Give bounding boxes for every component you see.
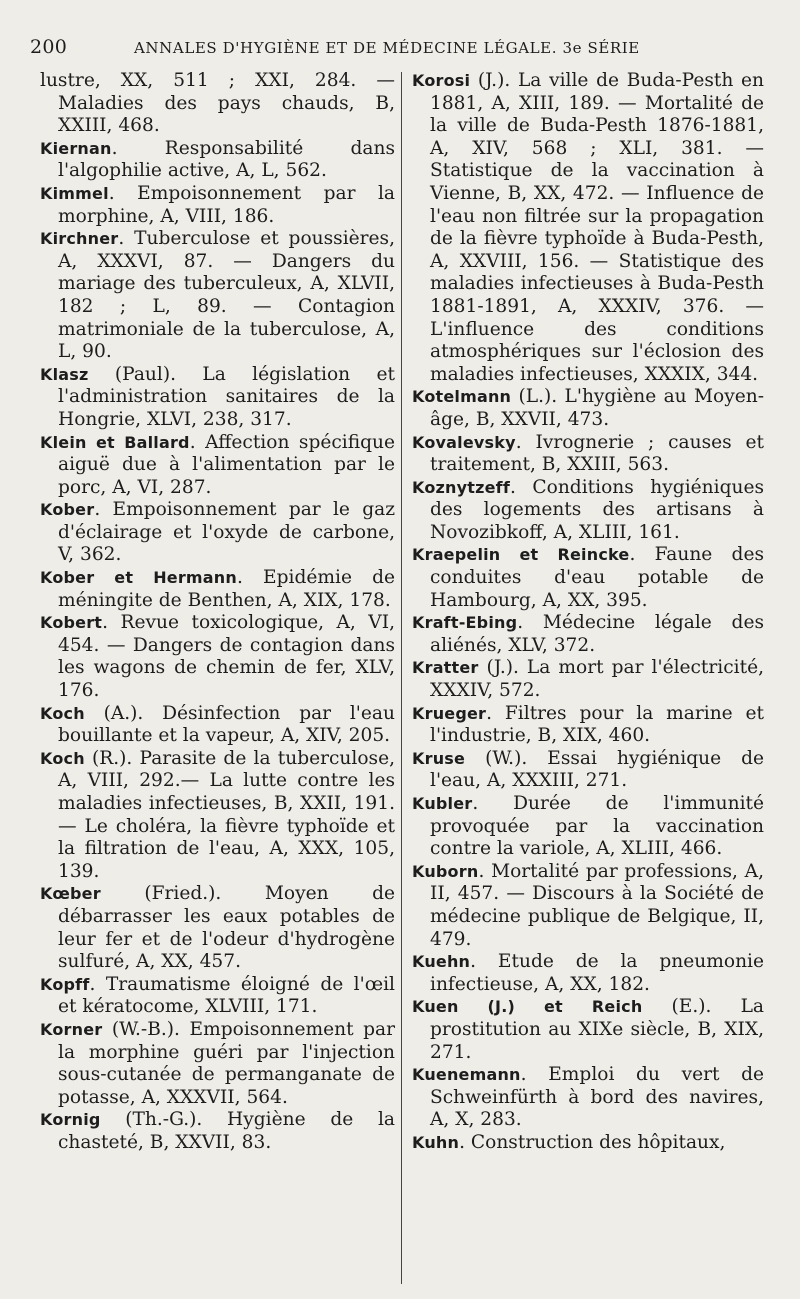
index-entry — [412, 657, 764, 702]
entry-text: (L.). L'hygiène au Moyen-âge, B, XXVII, 473. — [430, 386, 764, 430]
author-name: Kobert — [40, 613, 103, 633]
author-name: Kotelmann — [412, 387, 512, 407]
index-entry — [40, 138, 395, 183]
entry-text: . Durée de l'immunité provoquée par la vaccination contre la variole, A, XLIII, 466. — [430, 793, 764, 860]
entry-text: . Etude de la pneumonie infectieuse, A, XX, 182. — [430, 951, 764, 995]
entry-text: . Médecine légale des aliénés, XLV, 372. — [430, 612, 764, 656]
author-name: Kraepelin et Reincke — [412, 545, 630, 565]
author-name: Kovalevsky — [412, 432, 516, 452]
entry-text: . Epidémie de méningite de Benthen, A, XIX, 178. — [58, 567, 395, 611]
author-name: Kirchner — [40, 229, 119, 249]
entry-text: (J.). La mort par l'électricité, XXXIV, 572. — [430, 657, 764, 702]
author-name: Kuborn — [412, 861, 479, 881]
author-name: Klein et Ballard — [40, 432, 190, 452]
entry-text: (R.). Parasite de la tuberculose, A, VIII, 292.— La lutte contre les maladies infectieuses, B, XXII, 191. — Le choléra, la fièvre typhoïde et la filtration de l'eau, A, XXX, 105, 139. — [58, 747, 395, 882]
author-name: Klasz — [40, 364, 89, 384]
index-entry — [40, 183, 395, 228]
author-name: Kiernan — [40, 138, 112, 158]
running-header — [30, 36, 770, 62]
entry-text: (A.). Désinfection par l'eau bouillante et la vapeur, A, XIV, 205. — [58, 702, 395, 747]
author-name: Krueger — [412, 703, 487, 723]
right-column — [412, 70, 764, 1155]
index-entry — [412, 861, 764, 951]
entry-text: (J.). La ville de Buda-Pesth en 1881, A, XIII, 189. — Mortalité de la ville de Buda-Pesth 1876-1881, A, XIV, 568 ; XLI, 381. — Statistique de la vaccination à Vienne, B, XX, 472. — Influence de l'eau non filtrée sur la propagation de la fièvre typhoïde à Buda-Pesth, A, XXVIII, 156. — Statistique des maladies infectieuses à Buda-Pesth 1881-1891, A, XXXIV, 376. — L'influence des conditions atmosphériques sur l'éclosion des maladies infectieuses, XXXIX, 344. — [430, 70, 764, 385]
index-entry — [40, 499, 395, 567]
index-entry — [412, 70, 764, 386]
index-entry — [412, 793, 764, 861]
author-name: Korosi — [412, 71, 471, 90]
entry-text: . Emploi du vert de Schweinfürth à bord des navires, A, X, 283. — [430, 1064, 764, 1131]
author-name: Kraft-Ebing — [412, 613, 518, 633]
entry-text: . Ivrognerie ; causes et traitement, B, XXIII, 563. — [430, 431, 764, 476]
index-entry — [412, 951, 764, 996]
entry-text: (E.). La prostitution au XIXe siècle, B, XIX, 271. — [430, 996, 764, 1063]
author-name: Kœber — [40, 884, 101, 904]
entry-text: . Mortalité par professions, A, II, 457. — Discours à la Société de médecine publique de Belgique, II, 479. — [430, 860, 764, 950]
index-entry — [40, 432, 395, 500]
index-entry — [412, 1064, 764, 1132]
author-name: Kuen (J.) et Reich — [412, 997, 643, 1017]
entry-text: . Empoisonnement par la morphine, A, VIII, 186. — [58, 182, 395, 227]
author-name: Kober et Hermann — [40, 568, 237, 588]
index-entry — [412, 432, 764, 477]
column-divider — [401, 72, 402, 1284]
index-entry — [40, 883, 395, 973]
entry-text: . Revue toxicologique, A, VI, 454. — Dangers de contagion dans les wagons de chemin de fer, XLV, 176. — [58, 612, 395, 702]
author-name: Kuehn — [412, 952, 471, 972]
entry-text: . Faune des conduites d'eau potable de Hambourg, A, XX, 395. — [430, 544, 764, 611]
author-name: Koznytzeff — [412, 477, 510, 497]
author-name: Koch — [40, 703, 85, 723]
index-entry — [412, 544, 764, 612]
index-entry — [412, 703, 764, 748]
index-entry — [40, 703, 395, 748]
author-name: Kober — [40, 500, 95, 520]
entry-text: . Conditions hygiéniques des logements des artisans à Novozibkoff, A, XLIII, 161. — [430, 476, 764, 543]
author-name: Kruse — [412, 748, 466, 768]
entry-text: . Filtres pour la marine et l'industrie, B, XIX, 460. — [430, 702, 764, 747]
index-entry — [40, 1019, 395, 1109]
running-title: ANNALES D'HYGIÈNE ET DE MÉDECINE LÉGALE. 3e SÉRIE — [134, 39, 640, 57]
entry-text: . Traumatisme éloigné de l'œil et kératocome, XLVIII, 171. — [58, 973, 395, 1018]
index-entry — [40, 228, 395, 364]
index-entry — [40, 748, 395, 884]
entry-text: (Th.-G.). Hygiène de la chasteté, B, XXVII, 83. — [58, 1109, 395, 1153]
index-entry — [412, 612, 764, 657]
author-name: Kubler — [412, 794, 473, 813]
index-entry — [412, 1132, 764, 1155]
author-name: Kornig — [40, 1110, 101, 1130]
left-column — [40, 70, 395, 1155]
entry-text: lustre, XX, 511 ; XXI, 284. — Maladies des pays chauds, B, XXIII, 468. — [40, 70, 395, 137]
page-number: 200 — [30, 36, 68, 58]
author-name: Kuenemann — [412, 1065, 521, 1085]
entry-text: . Tuberculose et poussières, A, XXXVI, 87. — Dangers du mariage des tuberculeux, A, XLVII, 182 ; L, 89. — Contagion matrimoniale de la tuberculose, A, L, 90. — [58, 228, 395, 363]
index-entry — [412, 477, 764, 545]
index-entry — [412, 996, 764, 1064]
entry-text: (Paul). La législation et l'administration sanitaires de la Hongrie, XLVI, 238, 317. — [58, 363, 395, 430]
author-name: Kratter — [412, 658, 479, 678]
author-name: Kuhn — [412, 1132, 460, 1152]
entry-text: . Affection spécifique aiguë due à l'alimentation par le porc, A, VI, 287. — [58, 431, 395, 498]
author-name: Kimmel — [40, 183, 109, 203]
index-entry — [40, 70, 395, 138]
index-entry — [40, 612, 395, 702]
entry-text: . Responsabilité dans l'algophilie active, A, L, 562. — [58, 137, 395, 182]
author-name: Kopff — [40, 974, 90, 994]
entry-text: (W.). Essai hygiénique de l'eau, A, XXXIII, 271. — [430, 747, 764, 792]
entry-text: . Empoisonnement par le gaz d'éclairage et l'oxyde de carbone, V, 362. — [58, 499, 395, 566]
author-name: Korner — [40, 1019, 103, 1039]
author-name: Koch — [40, 748, 85, 768]
index-entry — [412, 386, 764, 431]
entry-text: (W.-B.). Empoisonnement par la morphine guéri par l'injection sous-cutanée de permanganate de potasse, A, XXXVII, 564. — [58, 1018, 395, 1108]
index-entry — [40, 567, 395, 612]
index-entry — [412, 748, 764, 793]
entry-text: . Construction des hôpitaux, — [459, 1131, 726, 1153]
index-entry — [40, 974, 395, 1019]
index-entry — [40, 1109, 395, 1154]
index-entry — [40, 364, 395, 432]
entry-text: (Fried.). Moyen de débarrasser les eaux potables de leur fer et de l'odeur d'hydrogène sulfuré, A, XX, 457. — [58, 883, 395, 973]
